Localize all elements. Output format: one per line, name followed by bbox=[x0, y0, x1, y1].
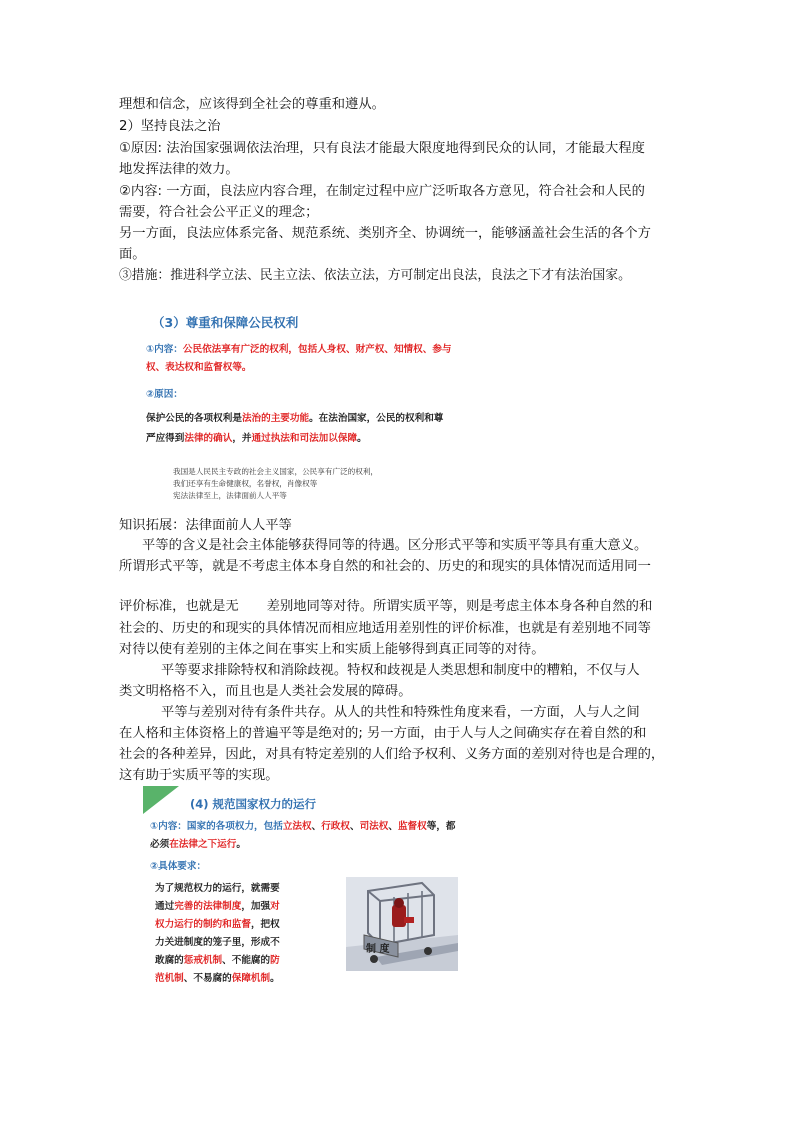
highlight: 监督权 bbox=[397, 821, 427, 832]
slide-line bbox=[150, 819, 456, 834]
slide-rights bbox=[140, 305, 520, 505]
cage-label: 制 度 bbox=[366, 944, 390, 955]
text: 、 bbox=[350, 821, 360, 832]
text-line: 2）坚持良法之治 bbox=[119, 119, 221, 134]
highlight: 法律的确认 bbox=[184, 433, 233, 444]
section-heading: 知识拓展：法律面前人人平等 bbox=[119, 518, 292, 533]
text-line: 平等与差别对待有条件共存。从人的共性和特殊性角度来看，一方面，人与人之间 bbox=[161, 705, 640, 720]
text: 严应得到 bbox=[146, 433, 185, 444]
text: 必须 bbox=[150, 839, 170, 850]
content: 公民依法享有广泛的权利，包括人身权、财产权、知情权、参与 bbox=[182, 344, 452, 355]
text-line: ②内容: 一方面，良法应内容合理，在制定过程中应广泛听取各方意见，符合社会和人民的 bbox=[119, 184, 645, 199]
slide-title: （3）尊重和保障公民权利 bbox=[152, 315, 299, 330]
req-line: 力关进制度的笼子里，形成不 bbox=[155, 937, 280, 948]
highlight: 保障机制 bbox=[231, 973, 271, 984]
highlight: 范机制 bbox=[155, 973, 184, 984]
text: 等，都 bbox=[426, 821, 456, 832]
text: ，并 bbox=[232, 433, 252, 444]
text: 、 bbox=[311, 821, 322, 832]
note-line: 我们还享有生命健康权，名誉权，肖像权等 bbox=[173, 479, 318, 488]
text: 、 bbox=[388, 821, 398, 832]
text: 敢腐的 bbox=[155, 955, 184, 966]
req-line bbox=[155, 971, 280, 986]
text: 。 bbox=[236, 839, 246, 850]
highlight: 完善的法律制度 bbox=[174, 901, 242, 912]
text: 通过 bbox=[155, 901, 175, 912]
text-line: ③措施：推进科学立法、民主立法、依法立法，方可制定出良法，良法之下才有法治国家。 bbox=[119, 268, 631, 283]
text-line: 需要，符合社会公平正义的理念； bbox=[119, 205, 319, 220]
text-line: 社会的各种差异，因此，对具有特定差别的人们给予权利、义务方面的差别对待也是合理的， bbox=[119, 747, 665, 762]
text-line: 另一方面，良法应体系完备、规范系统、类别齐全、协调统一，能够涵盖社会生活的各个方 bbox=[119, 226, 651, 241]
text-line: 平等要求排除特权和消除歧视。特权和歧视是人类思想和制度中的糟粕，不仅与人 bbox=[161, 663, 640, 678]
highlight: 在法律之下运行 bbox=[169, 839, 237, 850]
text-line: 地发挥法律的效力。 bbox=[119, 162, 239, 177]
text: 。 bbox=[270, 973, 280, 984]
slide-line bbox=[146, 342, 452, 357]
text: 、不能腐的 bbox=[222, 955, 271, 966]
highlight: 惩戒机制 bbox=[183, 955, 223, 966]
text: 、不易腐的 bbox=[183, 973, 232, 984]
req-line bbox=[155, 899, 280, 914]
highlight: 权力运行的制约和监督 bbox=[155, 919, 251, 930]
slide-line bbox=[150, 837, 246, 852]
slide-line: 权、表达权和监督权等。 bbox=[146, 362, 252, 373]
text: 。 bbox=[357, 433, 367, 444]
text-line bbox=[119, 597, 652, 617]
label: ①内容：国家的各项权力，包括 bbox=[150, 821, 283, 832]
text-line: 理想和信念，应该得到全社会的尊重和遵从。 bbox=[119, 97, 385, 112]
highlight: 通过执法和司法加以保障 bbox=[251, 433, 358, 444]
text-line: 平等的含义是社会主体能够获得同等的待遇。区分形式平等和实质平等具有重大意义。 bbox=[142, 538, 648, 553]
text-line: 对待以使有差别的主体之间在事实上和实质上能够得到真正同等的对待。 bbox=[119, 642, 545, 657]
highlight: 行政权 bbox=[321, 821, 350, 832]
req-line bbox=[155, 953, 280, 968]
highlight: 法治的主要功能 bbox=[241, 413, 310, 424]
requirements-box bbox=[146, 877, 306, 992]
text: 评价标准，也就是无 bbox=[119, 599, 239, 614]
highlight: 司法权 bbox=[359, 821, 389, 832]
text-line: 所谓形式平等，就是不考虑主体本身自然的和社会的、历史的和现实的具体情况而适用同一 bbox=[119, 559, 651, 574]
slide-line: ②具体要求： bbox=[150, 861, 207, 872]
text-line: 在人格和主体资格上的普遍平等是绝对的; 另一方面，由于人与人之间确实存在着自然的和 bbox=[119, 726, 647, 741]
text-line: 这有助于实质平等的实现。 bbox=[119, 768, 279, 783]
text: ，把权 bbox=[250, 919, 280, 930]
text: 差别地同等对待。所谓实质平等，则是考虑主体本身各种自然的和 bbox=[266, 599, 653, 614]
text-line: 面。 bbox=[119, 247, 146, 262]
text-line: 社会的、历史的和现实的具体情况而相应地适用差别性的评价标准，也就是有差别地不同等 bbox=[119, 621, 651, 636]
slide-line: ②原因： bbox=[146, 389, 183, 400]
text: 。在法治国家，公民的权利和尊 bbox=[309, 413, 444, 424]
label: ①内容： bbox=[146, 344, 183, 355]
slide-title: (4) 规范国家权力的运行 bbox=[190, 797, 317, 811]
note-line: 宪法法律至上，法律面前人人平等 bbox=[173, 491, 287, 500]
highlight: 防 bbox=[270, 955, 280, 966]
slide-line bbox=[146, 411, 443, 426]
req-line bbox=[155, 917, 280, 932]
note-line: 我国是人民民主专政的社会主义国家，公民享有广泛的权利， bbox=[173, 467, 379, 476]
slide-line bbox=[146, 431, 367, 446]
corner-triangle-decoration bbox=[143, 786, 179, 814]
highlight: 对 bbox=[270, 901, 280, 912]
text: 保护公民的各项权利是 bbox=[146, 413, 242, 424]
text: ，加强 bbox=[241, 901, 271, 912]
req-line: 为了规范权力的运行，就需要 bbox=[155, 883, 280, 894]
highlight: 立法权 bbox=[282, 821, 312, 832]
power-cage-illustration bbox=[346, 877, 458, 971]
text-line: 类文明格格不入，而且也是人类社会发展的障碍。 bbox=[119, 684, 412, 699]
text-line: ①原因: 法治国家强调依法治理，只有良法才能最大限度地得到民众的认同，才能最大程度 bbox=[119, 141, 645, 156]
